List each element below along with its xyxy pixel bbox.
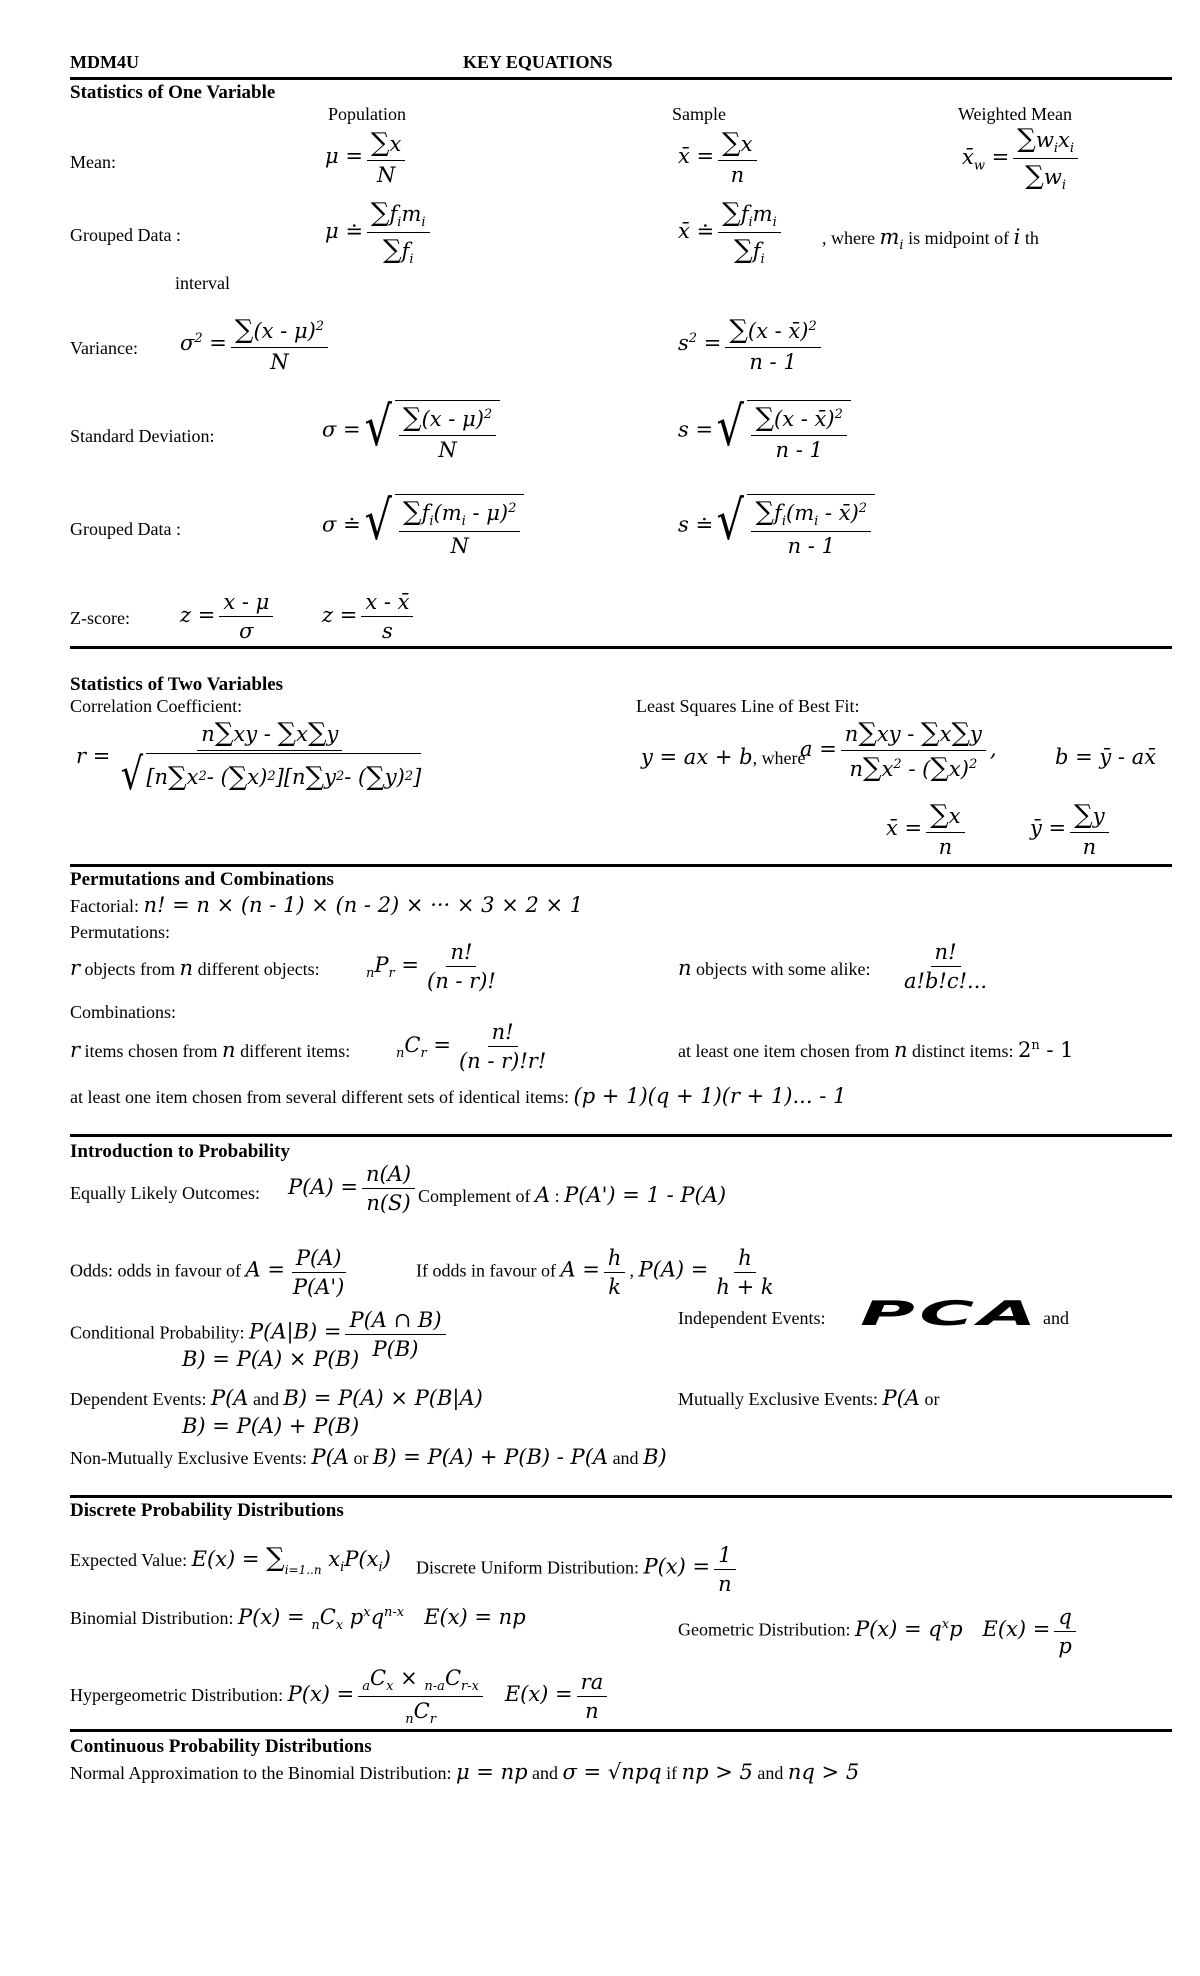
label-mean: Mean:: [70, 152, 116, 172]
mutually-text: Mutually Exclusive Events:: [678, 1389, 878, 1409]
formula-mean-y: ȳ = $\frac{\sum y}{n}$: [1030, 800, 1113, 859]
divider: [70, 77, 1172, 80]
uniform-text: Discrete Uniform Distribution:: [416, 1557, 639, 1578]
dependent: Dependent Events: P(A and B) = P(A) × P(B|A): [70, 1386, 483, 1410]
formula-equally-likely: P(A) = $\frac{n(A)}{n(S)}$: [288, 1162, 419, 1215]
formula-grouped-population-stddev: σ ≐ √ $\frac{\sum f_i(m_i - \mu)^2}{N}$: [322, 494, 524, 558]
n-alike-text: objects with some alike:: [696, 959, 871, 979]
formula-grouped-sample-stddev: s ≐ √ $\frac{\sum f_i(m_i - x̄)^2}{n - 1}$: [678, 494, 875, 558]
n-alike-label: n objects with some alike:: [678, 956, 871, 980]
combination-r-items: r items chosen from n different items:: [70, 1038, 351, 1062]
section-heading-continuous: Continuous Probability Distributions: [70, 1736, 372, 1757]
and-text: and: [252, 1389, 279, 1409]
label-permutations: Permutations:: [70, 922, 170, 942]
diff-objects-text: different objects:: [197, 959, 320, 979]
several-text: at least one item chosen from several different sets of identical items:: [70, 1087, 569, 1107]
label-least-squares: Least Squares Line of Best Fit:: [636, 696, 860, 716]
section-heading-two-variables: Statistics of Two Variables: [70, 674, 284, 695]
geometric: Geometric Distribution: $P(x) = q^xp$ E(x) = $\frac{q}{p}$: [678, 1605, 1080, 1658]
section-heading-discrete: Discrete Probability Distributions: [70, 1500, 344, 1521]
formula-sample-stddev: s = √ $\frac{\sum(x - x̄)^2}{n - 1}$: [678, 400, 851, 462]
factorial-text: Factorial:: [70, 896, 139, 916]
mutually-exclusive: Mutually Exclusive Events: P(A or: [678, 1386, 940, 1410]
non-mutually-exclusive: Non-Mutually Exclusive Events: P(A or B) = P(A) + P(B) - P(A and B): [70, 1445, 667, 1469]
atleast-one-distinct: at least one item chosen from n distinct items: 2$^n$ - 1: [678, 1038, 1074, 1062]
and-text: and: [1043, 1308, 1069, 1328]
normal-approximation: Normal Approximation to the Binomial Distribution: μ = np and σ = √npq if np > 5 and nq > 5: [70, 1760, 860, 1784]
or-text: or: [353, 1448, 369, 1468]
where-text: , where: [752, 748, 806, 768]
divider: [70, 1495, 1172, 1498]
distinct-text: distinct items:: [911, 1041, 1014, 1061]
label-independent: Independent Events:: [678, 1308, 826, 1328]
diff-items-text: different items:: [240, 1041, 351, 1061]
formula-correlation: r = n∑xy - ∑x∑y √ [n ∑ x 2 - ( ∑ x) 2 ][n ∑ y 2 - ( ∑ y) 2 ]: [76, 718, 422, 800]
page-title: KEY EQUATIONS: [463, 52, 613, 72]
label-correlation: Correlation Coefficient:: [70, 696, 243, 716]
column-sample: Sample: [672, 104, 726, 124]
hypergeometric: Hypergeometric Distribution: P(x) = $\frac{_aC_x \times _{n-a}C_{r-x}}{_nC_r}$ E(x) = $\frac{ra}{n}$: [70, 1666, 611, 1727]
binomial-text: Binomial Distribution:: [70, 1608, 234, 1628]
if-odds: If odds in favour of A = $\frac{h}{k}$ , P(A) = $\frac{h}{h + k}$: [416, 1246, 774, 1299]
section-heading-one-variable: Statistics of One Variable: [70, 82, 276, 103]
formula-intercept: b = ȳ - ax̄: [1055, 745, 1157, 769]
course-code: MDM4U: [70, 52, 139, 72]
label-grouped-mean: Grouped Data :: [70, 225, 181, 245]
label-grouped-stddev: Grouped Data :: [70, 519, 181, 539]
formula-independent: B) = P(A) × P(B): [182, 1347, 360, 1371]
odds-text: Odds: odds in favour of: [70, 1260, 241, 1281]
garbled-pca-glyph: PCA: [860, 1294, 1041, 1334]
divider: [70, 646, 1172, 649]
interval-text: interval: [175, 273, 230, 293]
dependent-text: Dependent Events:: [70, 1389, 207, 1409]
section-heading-probability: Introduction to Probability: [70, 1141, 290, 1162]
formula-alike: $\frac{n!}{a!b!c!...}$: [904, 940, 988, 993]
formula-sample-variance: $s^2$ = $\frac{\sum(x - x̄)^2}{n - 1}$: [678, 315, 825, 374]
label-zscore: Z-score:: [70, 608, 130, 628]
formula-slope: a = $\frac{n\sum xy - \sum x\sum y}{n\sum x^2 - (\sum x)^2}$ ,: [800, 718, 997, 783]
geometric-text: Geometric Distribution:: [678, 1619, 851, 1640]
label-standard-deviation: Standard Deviation:: [70, 426, 215, 446]
formula-population-mean: μ = $\frac{\sum x}{N}$: [325, 128, 409, 187]
if-odds-text: If odds in favour of: [416, 1260, 556, 1281]
formula-mean-x: x̄ = $\frac{\sum x}{n}$: [886, 800, 969, 859]
section-heading-permutations: Permutations and Combinations: [70, 869, 334, 890]
and-text: and: [757, 1763, 784, 1783]
formula-population-variance: $\sigma^2$ = $\frac{\sum(x - \mu)^2}{N}$: [180, 315, 332, 374]
if-text: if: [666, 1763, 678, 1783]
formula-zscore-sample: z = $\frac{x - x̄}{s}$: [322, 590, 417, 643]
binomial: Binomial Distribution: $P(x) = _nC_x$ $p^xq^{n-x}$ E(x) = np: [70, 1605, 526, 1634]
atleast-one-text: at least one item chosen from: [678, 1041, 890, 1061]
label-equally-likely: Equally Likely Outcomes:: [70, 1183, 260, 1203]
label-variance: Variance:: [70, 338, 138, 358]
expected-value: Expected Value: $E(x) = \sum_{i=1..n}$ $x_iP(x_i)$: [70, 1543, 391, 1577]
label-combinations: Combinations:: [70, 1002, 177, 1022]
r-objects-text: objects from: [84, 959, 176, 979]
and-text: and: [612, 1448, 639, 1468]
column-weighted-mean: Weighted Mean: [958, 104, 1073, 124]
formula-population-stddev: σ = √ $\frac{\sum(x - \mu)^2}{N}$: [322, 400, 500, 462]
odds: Odds: odds in favour of A = $\frac{P(A)}{P(A')}$: [70, 1246, 345, 1299]
permutation-r-objects: r objects from n different objects:: [70, 956, 320, 980]
midpoint-text: is midpoint of: [908, 228, 1010, 248]
formula-grouped-population-mean: μ ≐ $\frac{\sum f_im_i}{\sum f_i}$: [325, 198, 434, 267]
label-factorial: Factorial: n! = n × (n - 1) × (n - 2) × ··· × 3 × 2 × 1: [70, 893, 584, 917]
formula-combination: $_nC_r$ = $\frac{n!}{(n - r)!r!}$: [396, 1020, 547, 1073]
column-population: Population: [328, 104, 407, 124]
th-text: th: [1024, 228, 1039, 248]
or-text: or: [924, 1389, 940, 1409]
atleast-one-several: at least one item chosen from several different sets of identical items: (p + 1)(q + 1)(r + 1)... - 1: [70, 1084, 847, 1108]
formula-sample-mean: x̄ = $\frac{\sum x}{n}$: [678, 128, 761, 187]
formula-mutually-exclusive: B) = P(A) + P(B): [182, 1414, 360, 1438]
non-mutually-text: Non-Mutually Exclusive Events:: [70, 1448, 307, 1468]
formula-zscore-population: z = $\frac{x - \mu}{\sigma}$: [180, 590, 277, 643]
where-text: , where: [822, 228, 875, 248]
formula-grouped-sample-mean: x̄ ≐ $\frac{\sum f_im_i}{\sum f_i}$: [678, 198, 785, 267]
uniform: Discrete Uniform Distribution: P(x) = $\frac{1}{n}$: [416, 1543, 740, 1596]
expected-text: Expected Value:: [70, 1550, 188, 1570]
divider: [70, 1729, 1172, 1732]
complement: Complement of A : P(A') = 1 - P(A): [418, 1183, 727, 1207]
conditional: Conditional Probability: P(A|B) = $\frac{P(A \cap B)}{P(B)}$: [70, 1308, 450, 1361]
conditional-text: Conditional Probability:: [70, 1322, 245, 1343]
divider: [70, 864, 1172, 867]
complement-text: Complement of: [418, 1186, 531, 1206]
divider: [70, 1134, 1172, 1137]
hyper-text: Hypergeometric Distribution:: [70, 1684, 284, 1705]
formula-permutation: $_nP_r$ = $\frac{n!}{(n - r)!}$: [366, 940, 496, 993]
formula-line: y = ax + b, where: [641, 745, 806, 769]
and-text: and: [532, 1763, 559, 1783]
formula-weighted-mean: $x̄_w$ = $\frac{\sum w_ix_i}{\sum w_i}$: [962, 124, 1082, 193]
r-items-text: items chosen from: [84, 1041, 218, 1061]
normal-text: Normal Approximation to the Binomial Distribution:: [70, 1763, 452, 1783]
grouped-where: , where $m_i$ is midpoint of i th: [822, 225, 1039, 254]
